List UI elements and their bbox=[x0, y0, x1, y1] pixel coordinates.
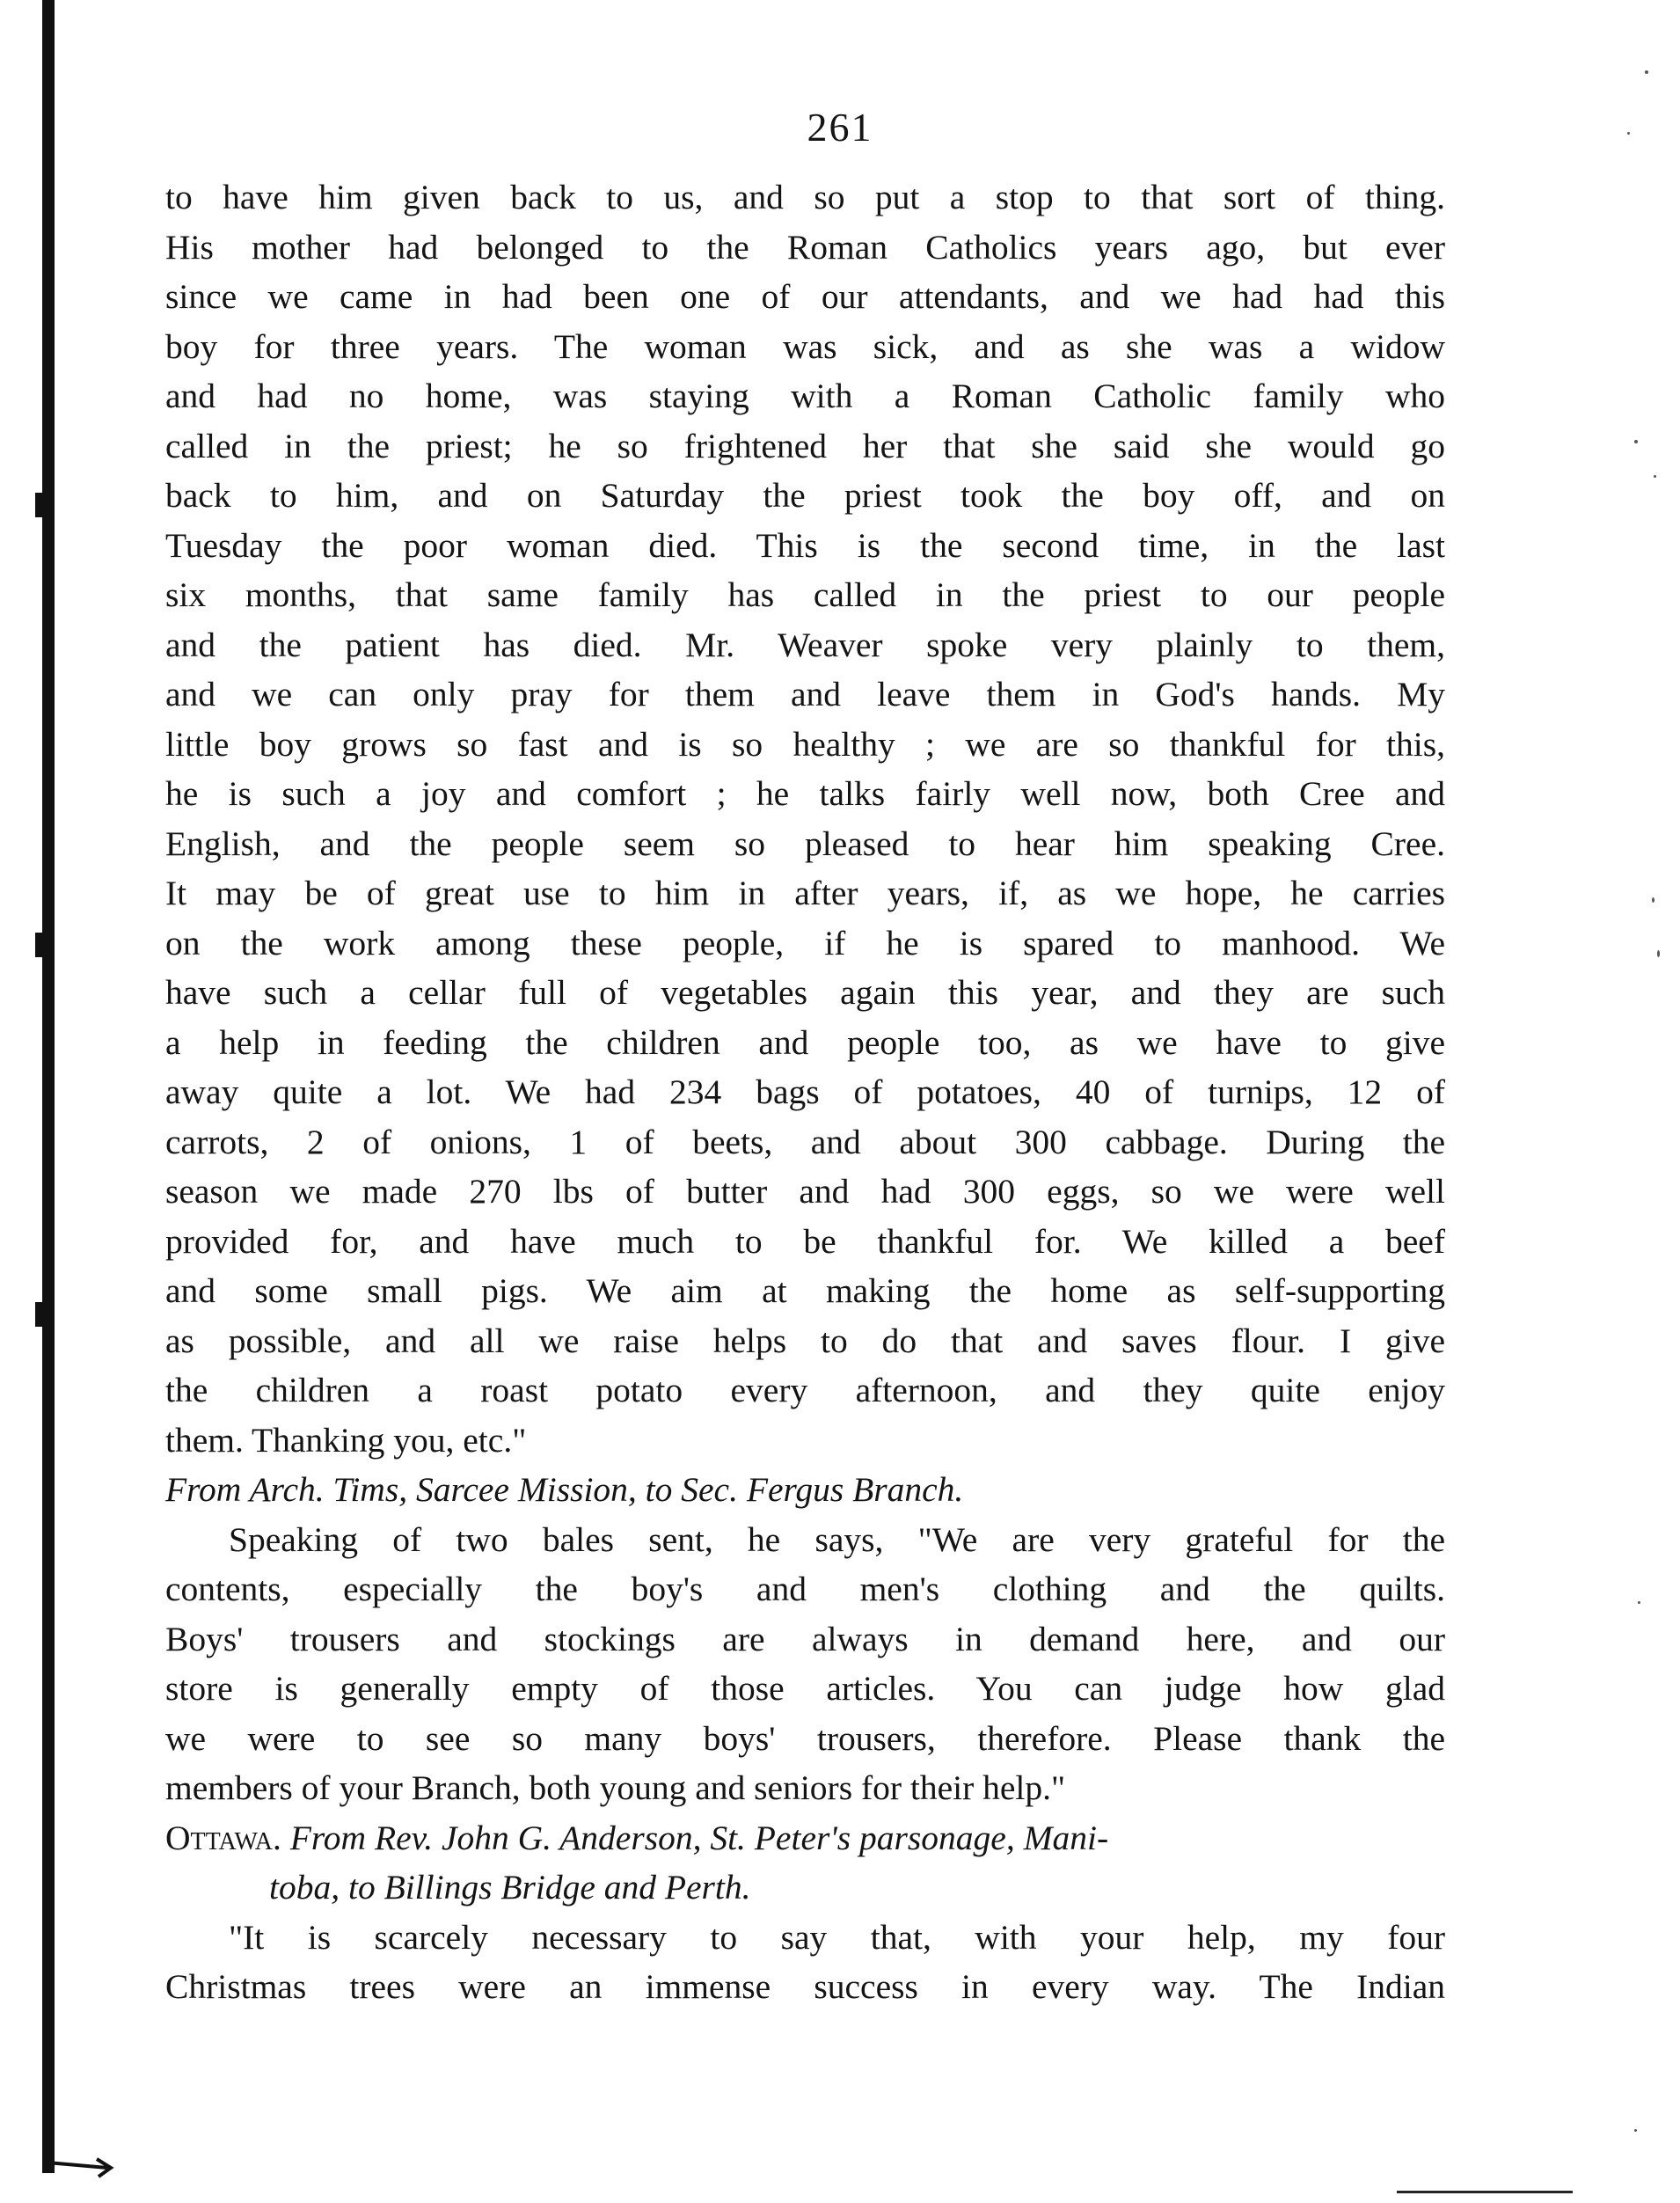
text-line: and the patient has died. Mr. Weaver spoke very plainly to them, bbox=[165, 625, 1445, 664]
page-number: 261 bbox=[807, 105, 873, 150]
arrow-mark-icon bbox=[46, 2147, 125, 2182]
scan-speck bbox=[1634, 2129, 1637, 2132]
text-line: "It is scarcely necessary to say that, with your help, my four bbox=[229, 1917, 1445, 1957]
heading-text: From Rev. John G. Anderson, St. Peter's parsonage, Mani- bbox=[289, 1818, 1109, 1857]
text-line: It may be of great use to him in after years, if, as we hope, he carries bbox=[165, 874, 1445, 912]
scan-speck bbox=[1652, 897, 1654, 903]
text-line: and had no home, was staying with a Roman Catholic family who bbox=[165, 377, 1445, 415]
text-line: the children a roast potato every afternoon, and they quite enjoy bbox=[165, 1371, 1445, 1409]
scan-speck bbox=[1638, 1601, 1640, 1604]
binding-notch bbox=[35, 493, 42, 517]
letter-heading bbox=[165, 1813, 1445, 1863]
text-line: away quite a lot. We had 234 bags of potatoes, 40 of turnips, 12 of bbox=[165, 1072, 1445, 1111]
text-line: as possible, and all we raise helps to do that and saves flour. I give bbox=[165, 1321, 1445, 1360]
text-line: members of your Branch, both young and seniors for their help." bbox=[165, 1768, 1066, 1807]
text-line: and some small pigs. We aim at making the home as self-supporting bbox=[165, 1271, 1445, 1310]
binding-notch bbox=[35, 933, 42, 957]
text-line: Boys' trousers and stockings are always in demand here, and our bbox=[165, 1619, 1445, 1658]
text-line: back to him, and on Saturday the priest took the boy off, and on bbox=[165, 476, 1445, 515]
text-line: little boy grows so fast and is so healthy ; we are so thankful for this, bbox=[165, 724, 1445, 764]
bottom-rule bbox=[1397, 2191, 1573, 2193]
text-line: he is such a joy and comfort ; he talks fairly well now, both Cree and bbox=[165, 774, 1445, 813]
text-line: to have him given back to us, and so put a stop to that sort of thing. bbox=[165, 178, 1445, 216]
text-line: we were to see so many boys' trousers, therefore. Please thank the bbox=[165, 1718, 1445, 1758]
text-line: contents, especially the boy's and men's clothing and the quilts. bbox=[165, 1570, 1445, 1608]
scan-speck bbox=[1634, 440, 1638, 443]
text-line: have such a cellar full of vegetables again this year, and they are such bbox=[165, 973, 1445, 1012]
scan-speck bbox=[1645, 70, 1648, 74]
text-line: Christmas trees were an immense success in every way. The Indian bbox=[165, 1967, 1445, 2006]
text-line: six months, that same family has called in the priest to our people bbox=[165, 575, 1445, 614]
text-line: English, and the people seem so pleased to hear him speaking Cree. bbox=[165, 823, 1445, 863]
text-line: a help in feeding the children and people too, as we have to give bbox=[165, 1022, 1445, 1062]
letter-heading: From Arch. Tims, Sarcee Mission, to Sec. Fergus Branch. bbox=[165, 1470, 964, 1509]
text-line: His mother had belonged to the Roman Catholics years ago, but ever bbox=[165, 227, 1445, 267]
text-line: called in the priest; he so frightened her that she said she would go bbox=[165, 426, 1445, 465]
heading-continuation: toba, to Billings Bridge and Perth. bbox=[269, 1868, 751, 1907]
text-line: Speaking of two bales sent, he says, "We are very grateful for the bbox=[229, 1519, 1445, 1559]
text-line: season we made 270 lbs of butter and had 300 eggs, so we were well bbox=[165, 1172, 1445, 1211]
text-line: boy for three years. The woman was sick, and as she was a widow bbox=[165, 326, 1445, 366]
body-text bbox=[165, 172, 1445, 2012]
text-line: them. Thanking you, etc." bbox=[165, 1420, 527, 1460]
binding-notch bbox=[35, 1302, 42, 1327]
text-line: on the work among these people, if he is spared to manhood. We bbox=[165, 923, 1445, 962]
text-line: and we can only pray for them and leave them in God's hands. My bbox=[165, 675, 1445, 714]
scan-speck bbox=[1654, 475, 1656, 478]
scan-speck bbox=[1657, 950, 1660, 957]
text-line: Tuesday the poor woman died. This is the second time, in the last bbox=[165, 525, 1445, 565]
text-line: provided for, and have much to be thankful for. We killed a beef bbox=[165, 1221, 1445, 1261]
text-line: since we came in had been one of our attendants, and we had had this bbox=[165, 277, 1445, 316]
text-line: carrots, 2 of onions, 1 of beets, and about 300 cabbage. During the bbox=[165, 1122, 1445, 1161]
place-name: Ottawa. bbox=[165, 1818, 281, 1857]
binding-edge bbox=[42, 0, 55, 2173]
text-line: store is generally empty of those articles. You can judge how glad bbox=[165, 1669, 1445, 1708]
